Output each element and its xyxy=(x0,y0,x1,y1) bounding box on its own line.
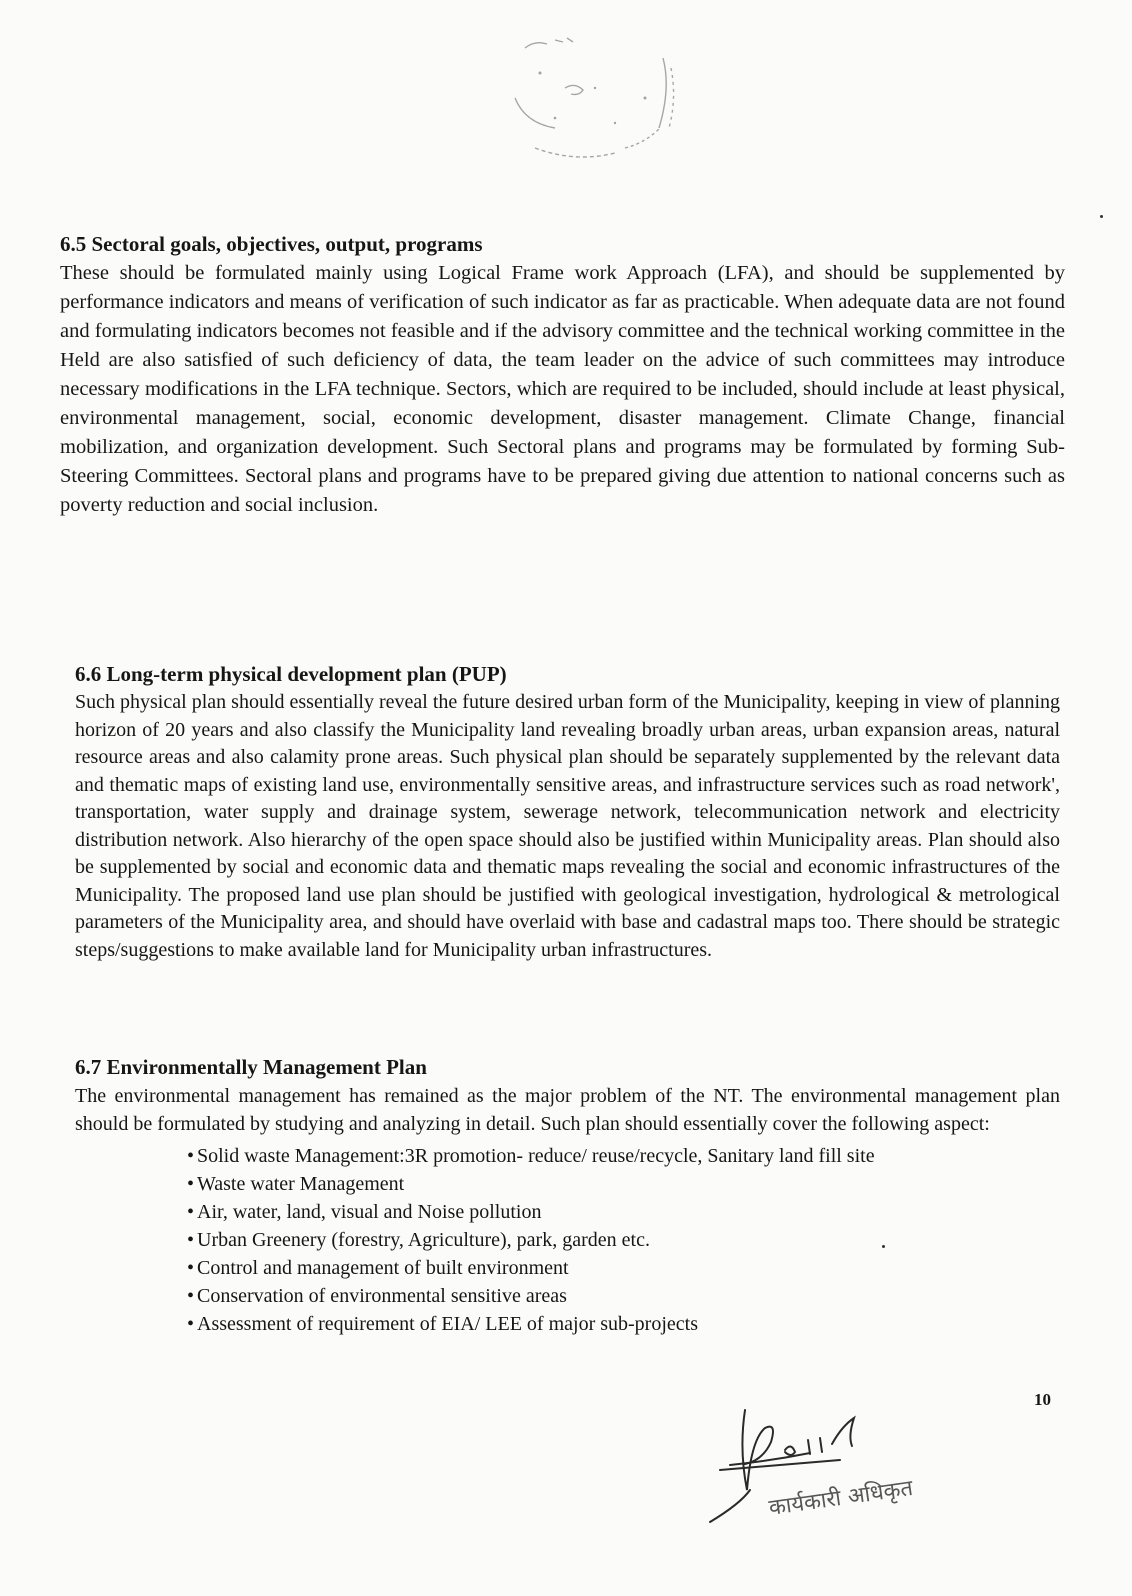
bullet-symbol: • xyxy=(187,1201,195,1223)
scan-speck xyxy=(882,1245,885,1248)
svg-text:कार्यकारी अधिकृत: कार्यकारी अधिकृत xyxy=(767,1475,915,1521)
page-number: 10 xyxy=(1034,1390,1051,1409)
bullet-symbol: • xyxy=(187,1313,195,1335)
list-item: • Conservation of environmental sensitive areas xyxy=(187,1282,1060,1310)
bullet-symbol: • xyxy=(187,1145,195,1167)
list-item: • Waste water Management xyxy=(187,1170,1060,1198)
faded-stamp xyxy=(495,28,705,178)
section-body: Such physical plan should essentially reveal the future desired urban form of the Municipality, keeping in view of planning horizon of 20 years and also classify the Municipality land revealing broadly urban areas, urban expansion areas, natural resource areas and also calamity prone areas. Such physical plan should be separately supplemented by the relevant data and thematic maps of existing land use, environmentally sensitive areas, and infrastructure services such as road network', transportation, water supply and drainage system, sewerage network, telecommunication network and electricity distribution network. Also hierarchy of the open space should also be justified within Municipality areas. Plan should also be supplemented by social and economic data and thematic maps revealing the social and economic infrastructures of the Municipality. The proposed land use plan should be justified with geological investigation, hydrological & metrological parameters of the Municipality area, and should have overlaid with base and cadastral maps too. There should be strategic steps/suggestions to make available land for Municipality urban infrastructures. xyxy=(75,691,1060,961)
signature xyxy=(690,1370,970,1550)
section-body: The environmental management has remained as the major problem of the NT. The environmental management plan should be formulated by studying and analyzing in detail. Such plan should essentially cover the following aspect: xyxy=(75,1085,1060,1135)
bullet-symbol: • xyxy=(187,1285,195,1307)
bullet-symbol: • xyxy=(187,1173,195,1195)
section-6-7 xyxy=(75,1055,1060,1338)
list-item: • Air, water, land, visual and Noise pollution xyxy=(187,1198,1060,1226)
section-heading: 6.6 Long-term physical development plan (PUP) xyxy=(75,662,507,686)
list-item: • Control and management of built environment xyxy=(187,1254,1060,1282)
scan-speck xyxy=(1100,215,1103,218)
list-item: • Assessment of requirement of EIA/ LEE of major sub-projects xyxy=(187,1310,1060,1338)
section-6-5 xyxy=(60,232,1065,520)
section-6-6 xyxy=(75,662,1060,964)
section-heading: 6.7 Environmentally Management Plan xyxy=(75,1055,427,1079)
bullet-symbol: • xyxy=(187,1257,195,1279)
aspect-list xyxy=(187,1142,1060,1338)
section-heading: 6.5 Sectoral goals, objectives, output, programs xyxy=(60,232,483,256)
list-item: • Urban Greenery (forestry, Agriculture), park, garden etc. xyxy=(187,1226,1060,1254)
bullet-symbol: • xyxy=(187,1229,195,1251)
section-body: These should be formulated mainly using Logical Frame work Approach (LFA), and should be supplemented by performance indicators and means of verification of such indicator as far as practicable. When adequate data are not found and formulating indicators becomes not feasible and if the advisory committee and the technical working committee in the Held are also satisfied of such deficiency of data, the team leader on the advice of such committees may introduce necessary modifications in the LFA technique. Sectors, which are required to be included, should include at least physical, environmental management, social, economic development, disaster management. Climate Change, financial mobilization, and organization development. Such Sectoral plans and programs may be formulated by forming Sub-Steering Committees. Sectoral plans and programs have to be prepared giving due attention to national concerns such as poverty reduction and social inclusion. xyxy=(60,262,1065,516)
list-item: • Solid waste Management:3R promotion- reduce/ reuse/recycle, Sanitary land fill site xyxy=(187,1142,1060,1170)
